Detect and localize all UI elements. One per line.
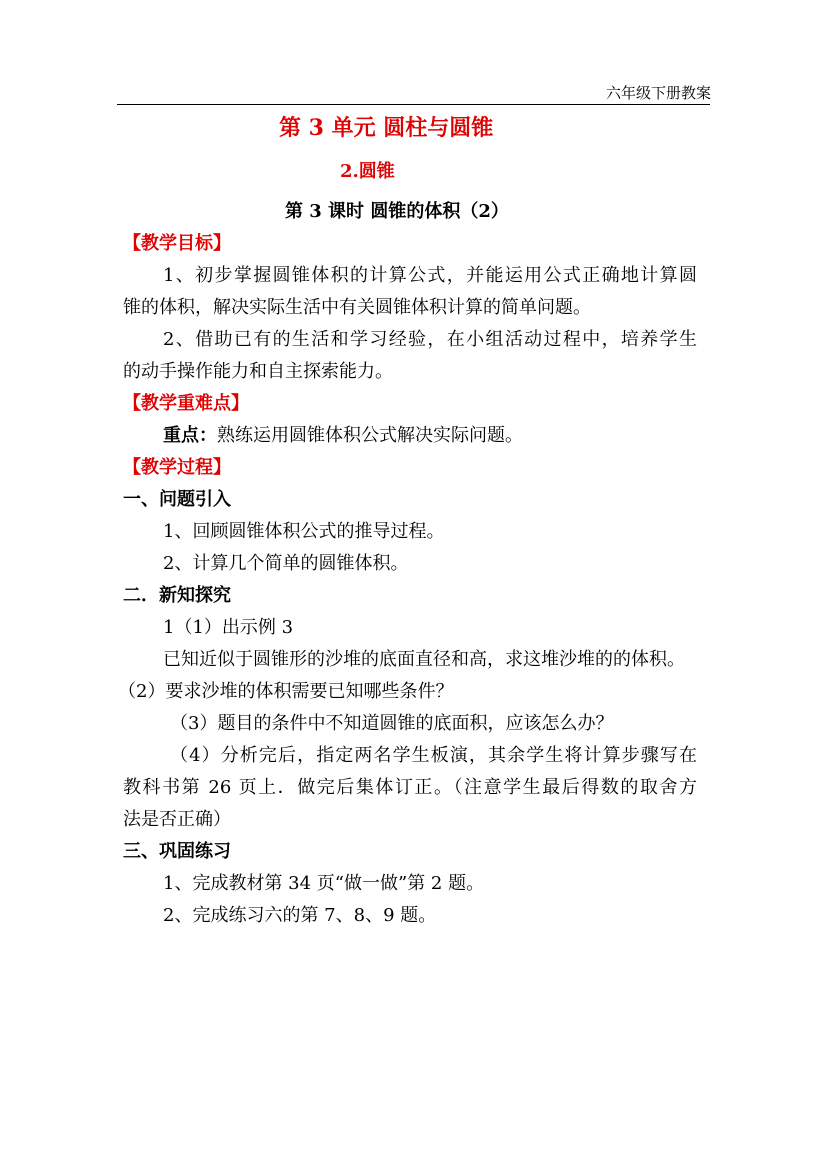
unit-title: 第 3 单元 圆柱与圆锥 — [279, 115, 494, 141]
objective-1-line-1: 1、初步掌握圆锥体积的计算公式，并能运用公式正确地计算圆 — [163, 265, 697, 286]
objective-2-line-1: 2、借助已有的生活和学习经验，在小组活动过程中，培养学生 — [163, 329, 697, 350]
key-point — [163, 424, 523, 448]
part3-item-1: 1、完成教材第 34 页“做一做”第 2 题。 — [163, 873, 485, 894]
part3-item-2: 2、完成练习六的第 7、8、9 题。 — [163, 905, 437, 926]
part2-line-2: 已知近似于圆锥形的沙堆的底面直径和高，求这堆沙堆的的体积。 — [163, 649, 685, 670]
part2-heading: 二．新知探究 — [123, 585, 231, 606]
part2-line-5: （4）分析完后，指定两名学生板演，其余学生将计算步骤写在 — [170, 745, 697, 766]
part2-line-3: （2）要求沙堆的体积需要已知哪些条件？ — [118, 681, 454, 702]
objective-1-line-2: 锥的体积，解决实际生活中有关圆锥体积计算的简单问题。 — [123, 297, 591, 318]
part2-line-6: 教科书第 26 页上．做完后集体订正。（注意学生最后得数的取舍方 — [123, 777, 697, 798]
objective-2-line-2: 的动手操作能力和自主探索能力。 — [123, 361, 393, 382]
part1-heading: 一、问题引入 — [123, 489, 231, 510]
process-heading: 【教学过程】 — [123, 457, 231, 478]
lesson-title: 第 3 课时 圆锥的体积（2） — [285, 201, 509, 222]
section-title: 2.圆锥 — [340, 161, 395, 182]
part1-item-1: 1、回顾圆锥体积公式的推导过程。 — [163, 521, 445, 542]
part2-line-1: 1（1）出示例 3 — [163, 617, 294, 638]
key-points-heading: 【教学重难点】 — [123, 393, 249, 414]
part2-line-7: 法是否正确） — [123, 809, 231, 830]
page-header: 六年级下册教案 — [605, 84, 711, 102]
part3-heading: 三、巩固练习 — [123, 841, 231, 862]
objectives-heading: 【教学目标】 — [123, 233, 231, 254]
header-rule — [117, 104, 710, 105]
part1-item-2: 2、计算几个简单的圆锥体积。 — [163, 553, 409, 574]
part2-line-4: （3）题目的条件中不知道圆锥的底面积，应该怎么办？ — [170, 713, 614, 734]
key-point-text: 熟练运用圆锥体积公式解决实际问题。 — [217, 425, 523, 446]
key-point-label: 重点： — [163, 425, 217, 446]
